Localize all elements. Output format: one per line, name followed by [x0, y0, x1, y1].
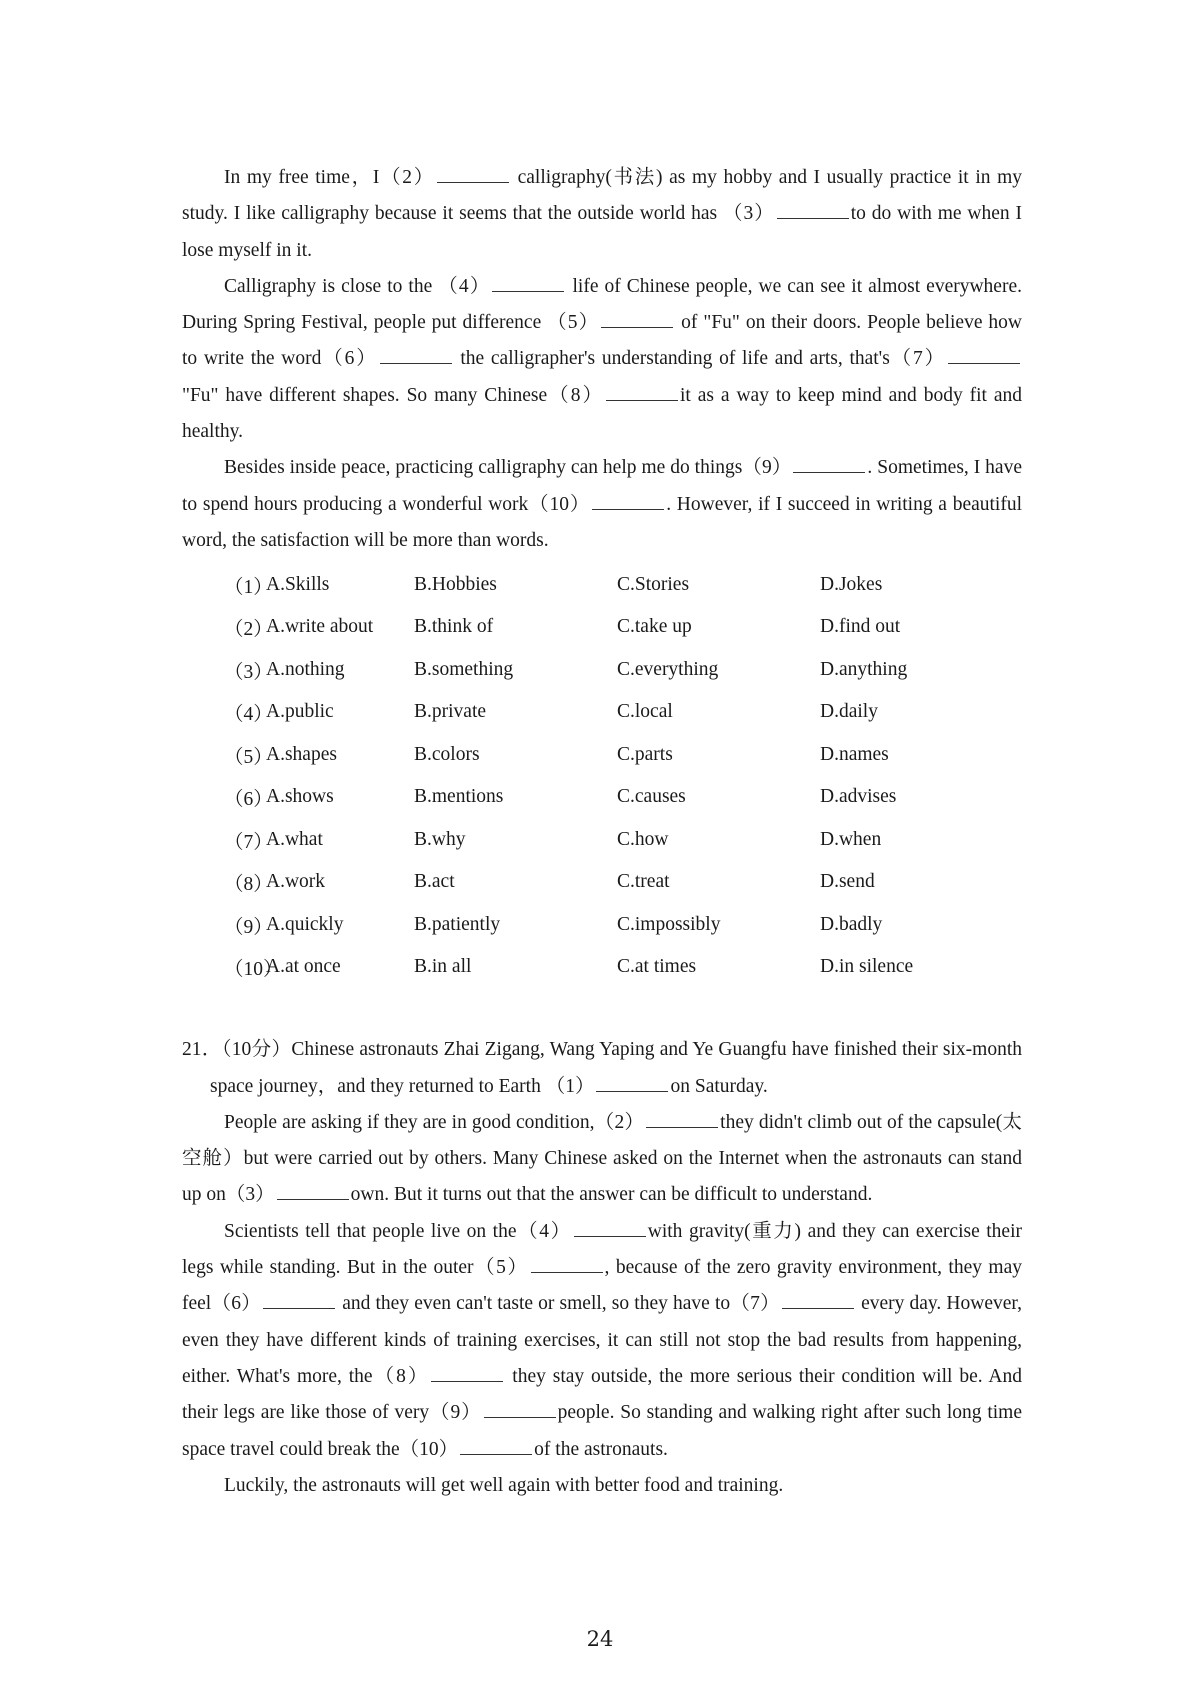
option-a: A.shapes: [266, 743, 337, 765]
option-c: C.parts: [617, 743, 673, 765]
option-a: A.what: [266, 828, 323, 850]
option-row: （2） A.write about B.think of C.take up D.find out: [182, 606, 1022, 649]
option-c: C.everything: [617, 658, 719, 680]
blank-line: [596, 1073, 668, 1092]
option-c: C.treat: [617, 871, 670, 893]
option-c: C.take up: [617, 616, 692, 638]
option-c: C.impossibly: [617, 913, 721, 935]
blank-line: [431, 1363, 503, 1382]
blank-line: [592, 491, 664, 510]
paragraph: Luckily, the astronauts will get well again with better food and training.: [224, 1474, 784, 1496]
option-c: C.causes: [617, 786, 686, 808]
option-row: （10） A.at once B.in all C.at times D.in silence: [182, 946, 1022, 989]
paragraph: People are asking if they are in good condition,（2） they didn't climb out of the capsule(太空舱）but were carried out by others. Many Chinese asked on the Internet when the astronauts can stand up on（3） own. But it turns out that the answer can be difficult to understand.: [182, 1105, 1022, 1214]
option-row: （3） A.nothing B.something C.everything D.anything: [182, 648, 1022, 691]
blank-line: [263, 1290, 335, 1309]
paragraph: Calligraphy is close to the （4） life of Chinese people, we can see it almost everywhere. During Spring Festival, people put difference （5） of "Fu" on their doors. People believe how to write the word（6） the calligrapher's understanding of life and arts, that's（7） "Fu" have different shapes. So many Chinese（8） it as a way to keep mind and body fit and healthy.: [182, 269, 1022, 450]
blank-line: [777, 200, 849, 219]
blank-line: [531, 1254, 603, 1273]
option-c: C.Stories: [617, 573, 690, 595]
option-b: B.colors: [414, 743, 480, 765]
option-b: B.why: [414, 828, 466, 850]
passage-calligraphy: [182, 160, 1022, 988]
option-row: （9） A.quickly B.patiently C.impossibly D.badly: [182, 903, 1022, 946]
option-d: D.anything: [820, 658, 908, 680]
blank-line: [277, 1181, 349, 1200]
options-table: [182, 563, 1022, 988]
option-c: C.local: [617, 701, 673, 723]
option-c: C.how: [617, 828, 669, 850]
option-a: A.work: [266, 871, 326, 893]
blank-line: [793, 454, 865, 473]
option-row: （5） A.shapes B.colors C.parts D.names: [182, 733, 1022, 776]
option-d: D.send: [820, 871, 875, 893]
option-a: A.nothing: [266, 658, 345, 680]
option-a: A.at once: [266, 956, 341, 978]
blank-line: [646, 1109, 718, 1128]
option-a: A.shows: [266, 786, 334, 808]
option-a: A.Skills: [266, 573, 330, 595]
blank-line: [948, 345, 1020, 364]
question-21: [182, 1032, 1022, 1504]
blank-line: [380, 345, 452, 364]
option-b: B.something: [414, 658, 514, 680]
option-b: B.act: [414, 871, 455, 893]
option-b: B.think of: [414, 616, 494, 638]
blank-line: [484, 1399, 556, 1418]
paragraph: Besides inside peace, practicing calligraphy can help me do things（9） . Sometimes, I have to spend hours producing a wonderful work（10） . However, if I succeed in writing a beautiful word, the satisfaction will be more than words.: [182, 450, 1022, 559]
blank-line: [782, 1290, 854, 1309]
option-b: B.patiently: [414, 913, 501, 935]
paragraph: In my free time，I（2） calligraphy(书法) as my hobby and I usually practice it in my study. I like calligraphy because it seems that the outside world has （3） to do with me when I lose myself in it.: [182, 160, 1022, 269]
blank-line: [492, 273, 564, 292]
option-a: A.public: [266, 701, 334, 723]
document-page: [182, 160, 1022, 1504]
option-d: D.daily: [820, 701, 878, 723]
option-d: D.names: [820, 743, 889, 765]
option-b: B.in all: [414, 956, 472, 978]
option-b: B.mentions: [414, 786, 504, 808]
option-row: （8） A.work B.act C.treat D.send: [182, 861, 1022, 904]
blank-line: [437, 164, 509, 183]
blank-line: [606, 382, 678, 401]
option-row: （1） A.Skills B.Hobbies C.Stories D.Jokes: [182, 563, 1022, 606]
option-d: D.find out: [820, 616, 901, 638]
paragraph: Scientists tell that people live on the（4） with gravity(重力) and they can exercise their legs while standing. But in the outer（5） , because of the zero gravity environment, they may feel（6） and they even can't taste or smell, so they have to（7） every day. However, even they have different kinds of training exercises, it can still not stop the bad results from happening, either. What's more, the（8） they stay outside, the more serious their condition will be. And their legs are like those of very（9） people. So standing and walking right after such long time space travel could break the（10） of the astronauts.: [182, 1214, 1022, 1468]
question-header: 21．（10分）Chinese astronauts Zhai Zigang, Wang Yaping and Ye Guangfu have finished their six-month space journey，and they returned to Earth （1） on Saturday.: [182, 1039, 1022, 1097]
option-d: D.Jokes: [820, 573, 883, 595]
option-row: （4） A.public B.private C.local D.daily: [182, 691, 1022, 734]
blank-line: [574, 1218, 646, 1237]
option-b: B.private: [414, 701, 487, 723]
blank-line: [601, 309, 673, 328]
option-d: D.when: [820, 828, 882, 850]
option-row: （7） A.what B.why C.how D.when: [182, 818, 1022, 861]
option-a: A.write about: [266, 616, 374, 638]
option-d: D.in silence: [820, 956, 914, 978]
option-d: D.advises: [820, 786, 897, 808]
page-number: 24: [586, 1627, 614, 1651]
option-c: C.at times: [617, 956, 697, 978]
option-b: B.Hobbies: [414, 573, 497, 595]
option-a: A.quickly: [266, 913, 344, 935]
blank-line: [460, 1436, 532, 1455]
option-d: D.badly: [820, 913, 883, 935]
option-row: （6） A.shows B.mentions C.causes D.advises: [182, 776, 1022, 819]
